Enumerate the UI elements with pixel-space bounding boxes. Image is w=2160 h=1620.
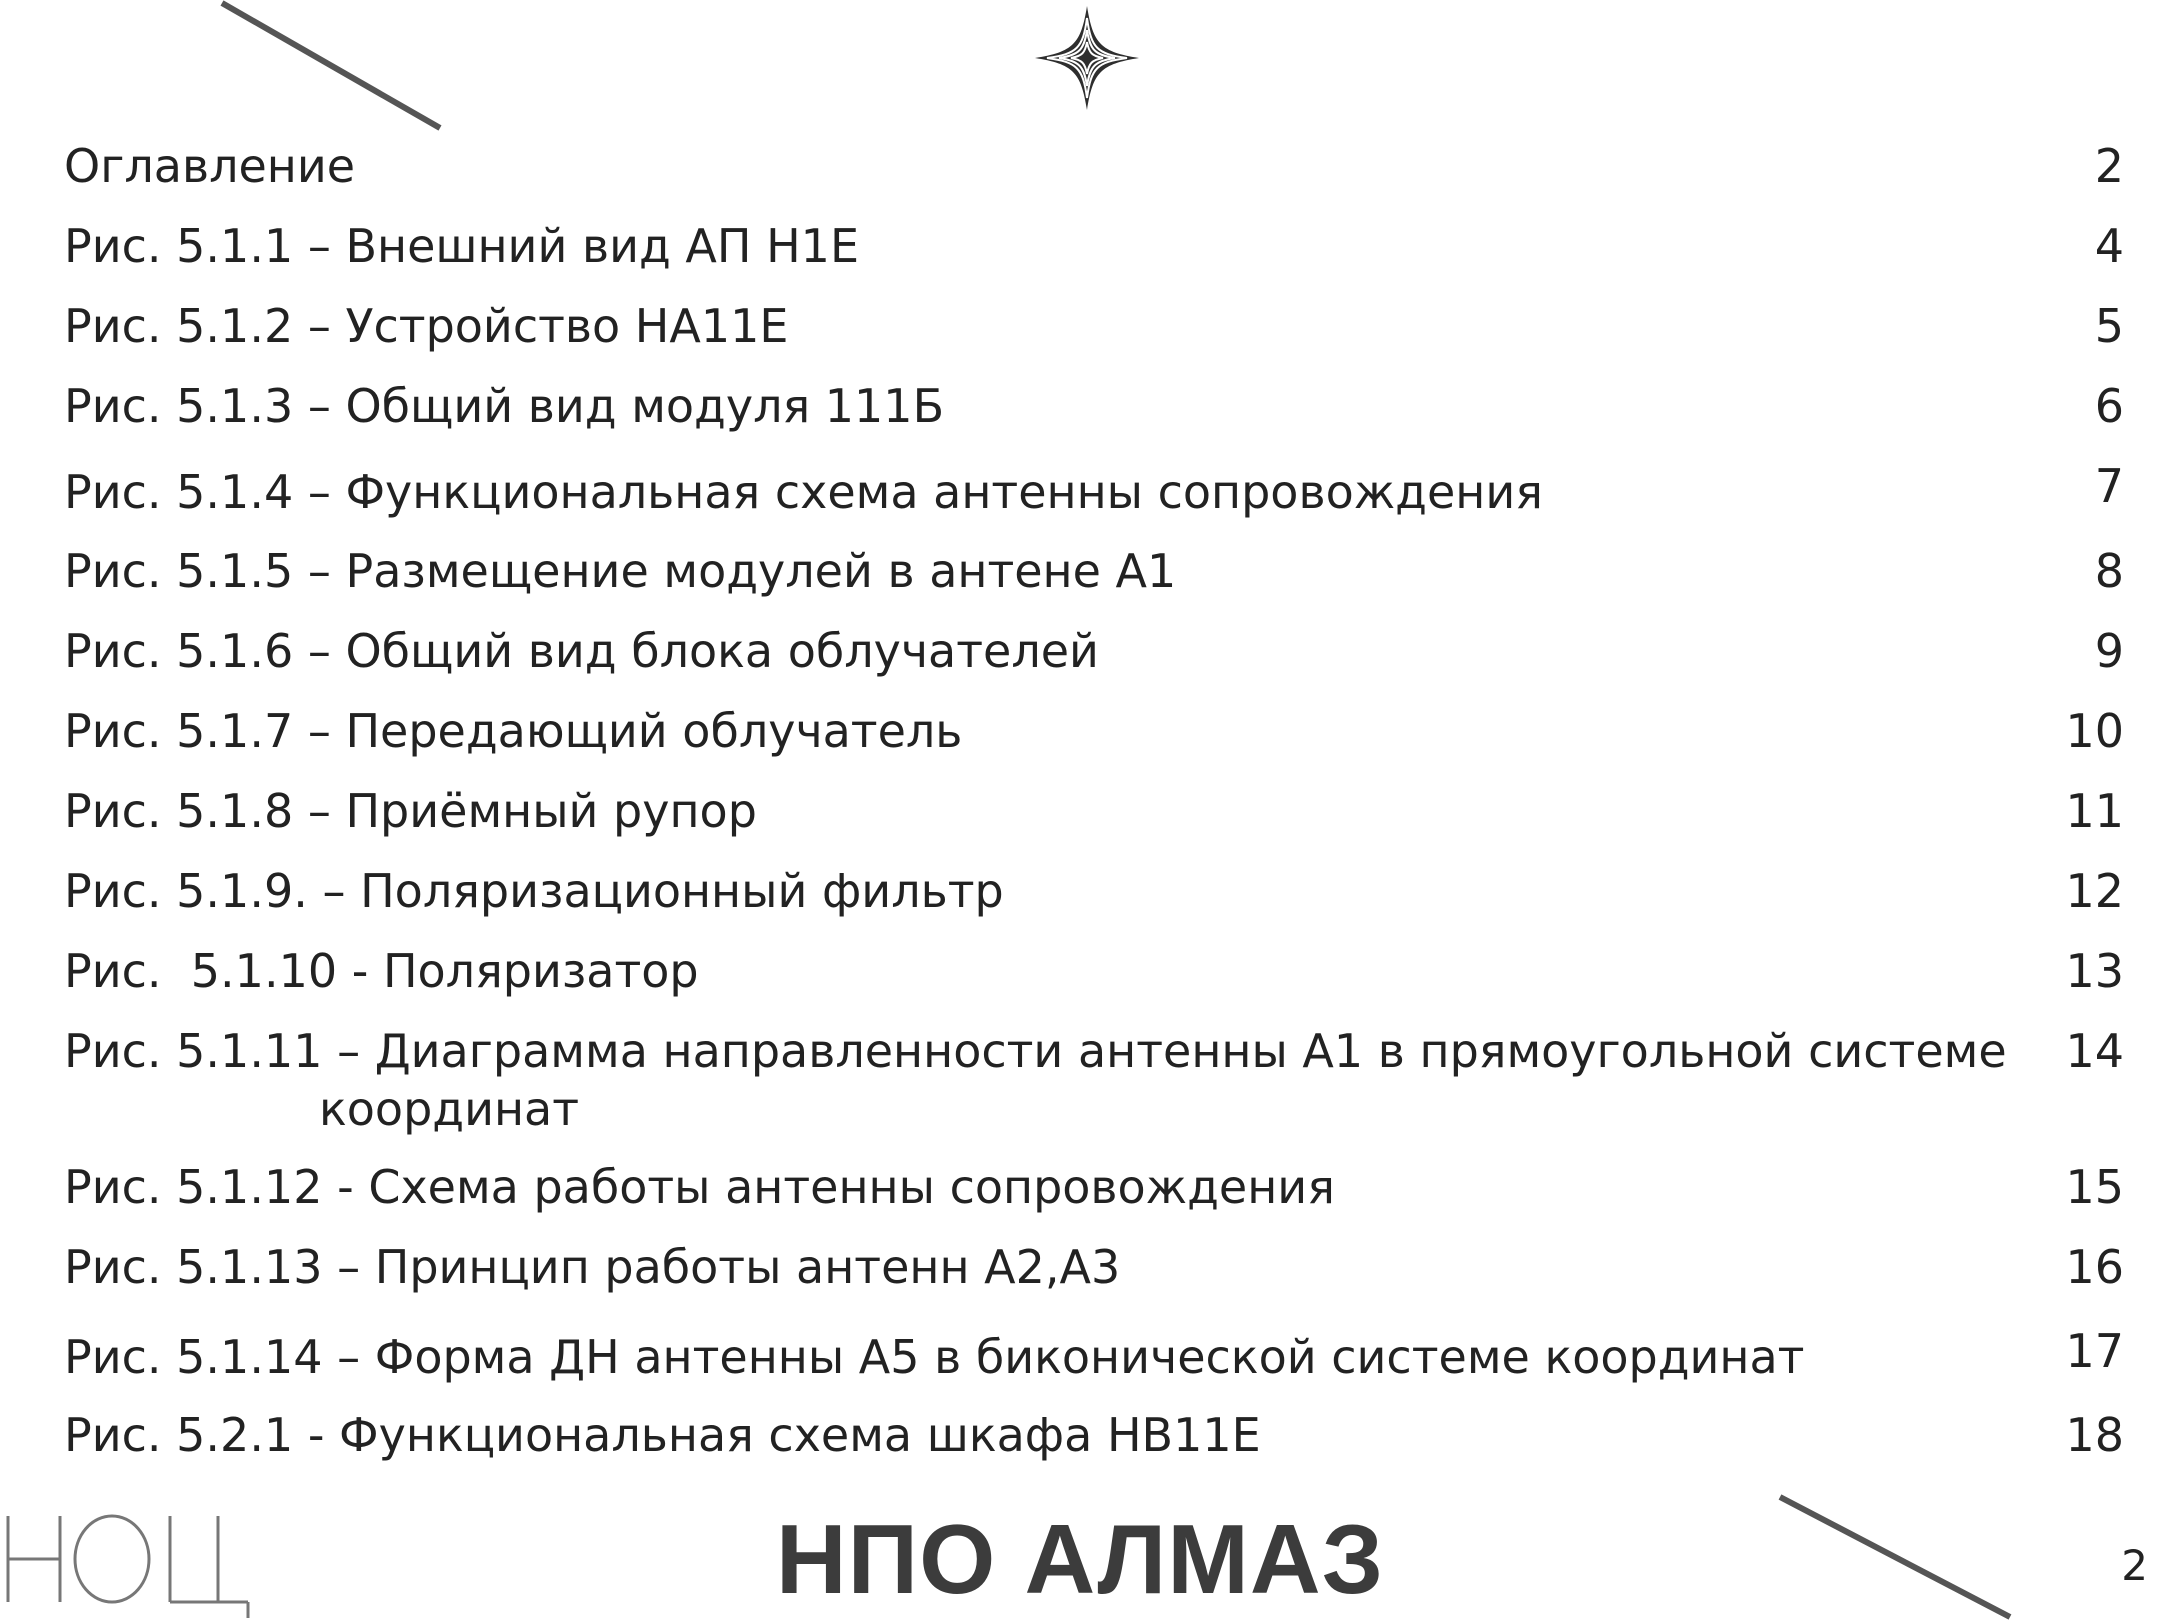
toc-entry-page: 16 <box>2065 1240 2124 1294</box>
toc-entry-title: Рис. 5.1.10 - Поляризатор <box>64 944 699 998</box>
company-brand: НПО АЛМАЗ <box>775 1504 1385 1614</box>
toc-entry-page: 9 <box>2094 624 2124 678</box>
toc-entry-page: 6 <box>2094 379 2124 433</box>
toc-entry-page: 10 <box>2065 704 2124 758</box>
toc-entry-page: 14 <box>2065 1024 2124 1078</box>
toc-entry-page: 13 <box>2065 944 2124 998</box>
toc-entry-title: Рис. 5.1.4 – Функциональная схема антенны сопровождения <box>64 465 1543 519</box>
toc-entry-title-line: Рис. 5.1.11 – Диаграмма направленности антенны А1 в прямоугольной системе <box>64 1024 2007 1078</box>
toc-entry-title: Рис. 5.1.6 – Общий вид блока облучателей <box>64 624 1099 678</box>
toc-entry-page: 8 <box>2094 544 2124 598</box>
toc-entry-title: Рис. 5.1.3 – Общий вид модуля 111Б <box>64 379 945 433</box>
page-number: 2 <box>2121 1541 2148 1590</box>
toc-entry-page: 12 <box>2065 864 2124 918</box>
toc-entry-page: 2 <box>2094 139 2124 193</box>
toc-entry-page: 18 <box>2065 1408 2124 1462</box>
toc-entry-title: Рис. 5.1.13 – Принцип работы антенн А2,А3 <box>64 1240 1121 1294</box>
toc-entry-title: Рис. 5.1.12 - Схема работы антенны сопровождения <box>64 1160 1335 1214</box>
toc-entry-page: 7 <box>2094 459 2124 513</box>
toc-entry-title-continuation: координат <box>319 1082 580 1136</box>
toc-entry-page: 4 <box>2094 219 2124 273</box>
toc-entry-page: 11 <box>2065 784 2124 838</box>
toc-entry-page: 17 <box>2065 1324 2124 1378</box>
toc-entry-title: Рис. 5.1.5 – Размещение модулей в антене А1 <box>64 544 1177 598</box>
toc-entry-title: Рис. 5.1.9. – Поляризационный фильтр <box>64 864 1004 918</box>
toc-entry-title: Рис. 5.1.8 – Приёмный рупор <box>64 784 757 838</box>
toc-entry-title: Рис. 5.1.7 – Передающий облучатель <box>64 704 963 758</box>
toc-entry-title: Оглавление <box>64 139 356 193</box>
toc-entry-title: Рис. 5.1.2 – Устройство НА11Е <box>64 299 789 353</box>
toc-entry-title: Рис. 5.1.14 – Форма ДН антенны А5 в биконической системе координат <box>64 1330 1805 1384</box>
toc-entry-page: 15 <box>2065 1160 2124 1214</box>
toc-entry-title: Рис. 5.1.1 – Внешний вид АП Н1Е <box>64 219 860 273</box>
toc-entry-page: 5 <box>2094 299 2124 353</box>
toc-entry-title: Рис. 5.2.1 - Функциональная схема шкафа НВ11Е <box>64 1408 1261 1462</box>
